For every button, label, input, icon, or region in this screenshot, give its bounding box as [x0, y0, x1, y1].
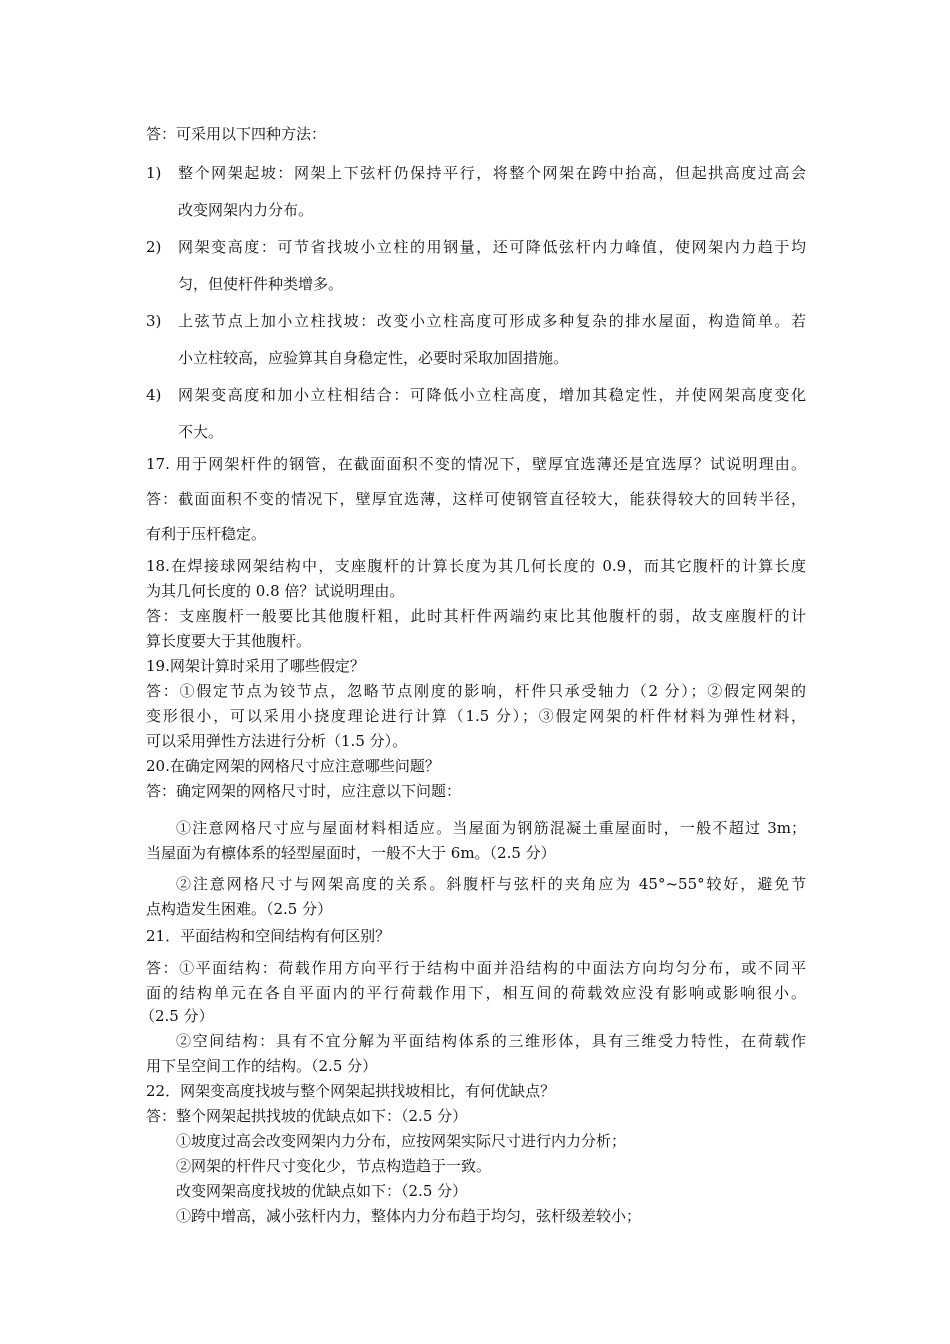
answer-17-line2: 有利于压杆稳定。 — [146, 525, 267, 543]
list-text: 网架变高度：可节省找坡小立柱的用钢量，还可降低弦杆内力峰值，使网架内力趋于均 — [178, 238, 806, 256]
list-text-cont: 小立柱较高，应验算其自身稳定性，必要时采取加固措施。 — [178, 349, 569, 367]
list-number: 4) — [146, 386, 162, 404]
answer-21-point1-line2: 面的结构单元在各自平面内的平行荷载作用下，相互间的荷载效应没有影响或影响很小。 — [146, 984, 806, 1002]
answer-21-point1-line3: （2.5 分） — [140, 1007, 214, 1025]
answer-20-point2-line2: 点构造发生困难。（2.5 分） — [146, 900, 333, 918]
question-21: 21．平面结构和空间结构有何区别？ — [146, 927, 391, 945]
answer-18-line1: 答：支座腹杆一般要比其他腹杆粗，此时其杆件两端约束比其他腹杆的弱，故支座腹杆的计 — [146, 607, 806, 625]
list-number: 2) — [146, 238, 162, 256]
answer-16-intro: 答：可采用以下四种方法： — [146, 125, 327, 143]
answer-17-line1: 答：截面面积不变的情况下，壁厚宜选薄，这样可使钢管直径较大，能获得较大的回转半径， — [146, 490, 806, 508]
answer-20-point1-line1: ①注意网格尺寸应与屋面材料相适应。当屋面为钢筋混凝土重屋面时，一般不超过 3m； — [176, 819, 806, 837]
answer-20-point2-line1: ②注意网格尺寸与网架高度的关系。斜腹杆与弦杆的夹角应为 45°~55°较好，避免节 — [176, 875, 806, 893]
list-text: 网架变高度和加小立柱相结合：可降低小立柱高度，增加其稳定性，并使网架高度变化 — [178, 386, 806, 404]
list-text-cont: 匀，但使杆件种类增多。 — [178, 275, 344, 293]
answer-19-line2: 变形很小，可以采用小挠度理论进行计算（1.5 分）；③假定网架的杆件材料为弹性材料， — [146, 707, 806, 725]
answer-22-intro: 答：整个网架起拱找坡的优缺点如下：（2.5 分） — [146, 1107, 468, 1125]
list-number: 1) — [146, 164, 162, 182]
list-number: 3) — [146, 312, 162, 330]
answer-20-point1-line2: 当屋面为有檩体系的轻型屋面时，一般不大于 6m。（2.5 分） — [146, 844, 556, 862]
question-17: 17. 用于网架杆件的钢管，在截面面积不变的情况下，壁厚宜选薄还是宜选厚？试说明理由。 — [146, 455, 806, 473]
list-text: 整个网架起坡：网架上下弦杆仍保持平行，将整个网架在跨中抬高，但起拱高度过高会 — [178, 164, 806, 182]
answer-19-line3: 可以采用弹性方法进行分析（1.5 分）。 — [146, 732, 408, 750]
answer-21-point2-line2: 用下呈空间工作的结构。（2.5 分） — [146, 1057, 378, 1075]
answer-22-line3: 改变网架高度找坡的优缺点如下：（2.5 分） — [176, 1182, 468, 1200]
answer-19-line1: 答：①假定节点为铰节点，忽略节点刚度的影响，杆件只承受轴力（2 分）；②假定网架的 — [146, 682, 806, 700]
question-19: 19.网架计算时采用了哪些假定？ — [146, 657, 365, 675]
answer-20-intro: 答：确定网架的网格尺寸时，应注意以下问题： — [146, 782, 462, 800]
list-text-cont: 改变网架内力分布。 — [178, 201, 314, 219]
answer-22-line4: ①跨中增高，减小弦杆内力，整体内力分布趋于均匀，弦杆级差较小； — [176, 1207, 642, 1225]
question-20: 20.在确定网架的网格尺寸应注意哪些问题？ — [146, 757, 440, 775]
answer-21-point1-line1: 答：①平面结构：荷载作用方向平行于结构中面并沿结构的中面法方向均匀分布，或不同平 — [146, 959, 806, 977]
question-18-line2: 为其几何长度的 0.8 倍？试说明理由。 — [146, 582, 405, 600]
question-18-line1: 18.在焊接球网架结构中，支座腹杆的计算长度为其几何长度的 0.9，而其它腹杆的计算长度 — [146, 557, 806, 575]
list-text-cont: 不大。 — [178, 423, 224, 441]
answer-22-line2: ②网架的杆件尺寸变化少，节点构造趋于一致。 — [176, 1157, 492, 1175]
answer-21-point2-line1: ②空间结构：具有不宜分解为平面结构体系的三维形体，具有三维受力特性，在荷载作 — [176, 1032, 806, 1050]
answer-18-line2: 算长度要大于其他腹杆。 — [146, 632, 312, 650]
question-22: 22．网架变高度找坡与整个网架起拱找坡相比，有何优缺点？ — [146, 1082, 556, 1100]
list-text: 上弦节点上加小立柱找坡：改变小立柱高度可形成多种复杂的排水屋面，构造简单。若 — [178, 312, 806, 330]
answer-22-line1: ①坡度过高会改变网架内力分布，应按网架实际尺寸进行内力分析； — [176, 1132, 627, 1150]
